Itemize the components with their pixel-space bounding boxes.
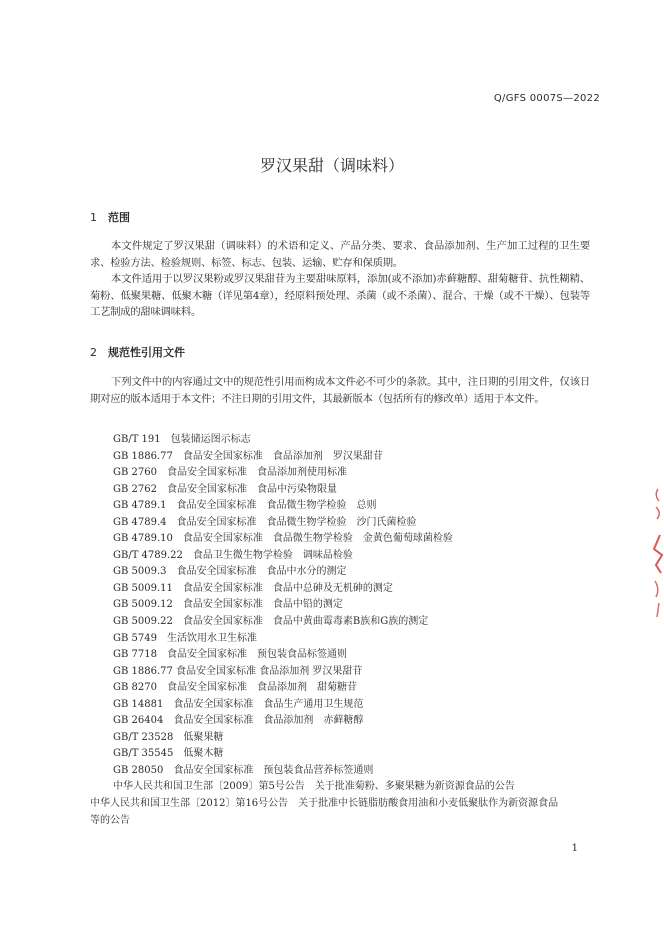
scope-paragraph-1: 本文件规定了罗汉果甜（调味料）的术语和定义、产品分类、要求、食品添加剂、生产加工过程的卫生要求、检验方法、检验规则、标签、标志、包装、运输、贮存和保质期。 [90, 240, 590, 269]
reference-item: GB 4789.10 食品安全国家标准 食品微生物学检验 金黄色葡萄球菌检验 [113, 533, 453, 545]
reference-item: GB 2760 食品安全国家标准 食品添加剂使用标准 [113, 467, 347, 479]
section-2-number: 2 [90, 346, 97, 359]
document-code: Q/GFS 0007S—2022 [493, 93, 600, 104]
section-2-heading [90, 344, 185, 360]
scope-paragraph-2: 本文件适用于以罗汉果粉或罗汉果甜苷为主要甜味原料，添加(或不添加)赤藓糖醇、甜菊糖苷、抗性糊精、菊粉、低聚果糖、低聚木糖（详见第4章），经原料预处理、杀菌（或不杀菌）、混合、干燥（或不干燥）、包装等工艺制成的甜味调味料。 [90, 273, 590, 318]
reference-item: GB 4789.4 食品安全国家标准 食品微生物学检验 沙门氏菌检验 [113, 516, 417, 528]
section-1-heading [90, 209, 130, 225]
reference-item: GB 7718 食品安全国家标准 预包装食品标签通则 [113, 649, 347, 661]
section-1-number: 1 [90, 211, 97, 224]
reference-item: GB 14881 食品安全国家标准 食品生产通用卫生规范 [113, 698, 364, 710]
reference-item: GB/T 35545 低聚木糖 [113, 748, 224, 760]
reference-item: GB 28050 食品安全国家标准 预包装食品营养标签通则 [113, 764, 374, 776]
reference-list [90, 432, 593, 829]
reference-item: GB 5749 生活饮用水卫生标准 [113, 632, 257, 644]
reference-item: GB 1886.77 食品安全国家标准 食品添加剂 罗汉果甜苷 [113, 450, 383, 462]
page-number: 1 [571, 843, 578, 854]
reference-item: GB 1886.77 食品安全国家标准 食品添加剂 罗汉果甜苷 [113, 665, 363, 677]
reference-item: GB 2762 食品安全国家标准 食品中污染物限量 [113, 483, 337, 495]
reference-item: GB 5009.22 食品安全国家标准 食品中黄曲霉毒素B族和G族的测定 [113, 616, 429, 628]
reference-item: GB 5009.3 食品安全国家标准 食品中水分的测定 [113, 566, 347, 578]
document-title: 罗汉果甜（调味料） [259, 156, 404, 175]
reference-item: GB/T 4789.22 食品卫生微生物学检验 调味品检验 [113, 549, 353, 561]
reference-item: GB 5009.11 食品安全国家标准 食品中总砷及无机砷的测定 [113, 582, 393, 594]
red-seal-stamp-edge [646, 485, 664, 625]
section-1-title: 范围 [108, 211, 130, 224]
reference-item: GB 4789.1 食品安全国家标准 食品微生物学检验 总则 [113, 500, 377, 512]
reference-item: GB 8270 食品安全国家标准 食品添加剂 甜菊糖苷 [113, 682, 357, 694]
reference-item: 中华人民共和国卫生部〔2012〕第16号公告 关于批准中长链脂肪酸食用油和小麦低聚肽作为新资源食品等的公告 [90, 798, 559, 826]
normative-references-paragraph: 下列文件中的内容通过文中的规范性引用而构成本文件必不可少的条款。其中，注日期的引用文件，仅该日期对应的版本适用于本文件；不注日期的引用文件，其最新版本（包括所有的修改单）适用于本文件。 [90, 376, 590, 405]
reference-item: 中华人民共和国卫生部〔2009〕第5号公告 关于批准菊粉、多聚果糖为新资源食品的公告 [113, 781, 515, 793]
reference-item: GB/T 191 包装储运图示标志 [113, 434, 251, 445]
reference-item: GB/T 23528 低聚果糖 [113, 731, 224, 743]
reference-item: GB 26404 食品安全国家标准 食品添加剂 赤藓糖醇 [113, 715, 364, 727]
reference-item: GB 5009.12 食品安全国家标准 食品中铅的测定 [113, 599, 343, 611]
section-2-title: 规范性引用文件 [108, 346, 185, 359]
